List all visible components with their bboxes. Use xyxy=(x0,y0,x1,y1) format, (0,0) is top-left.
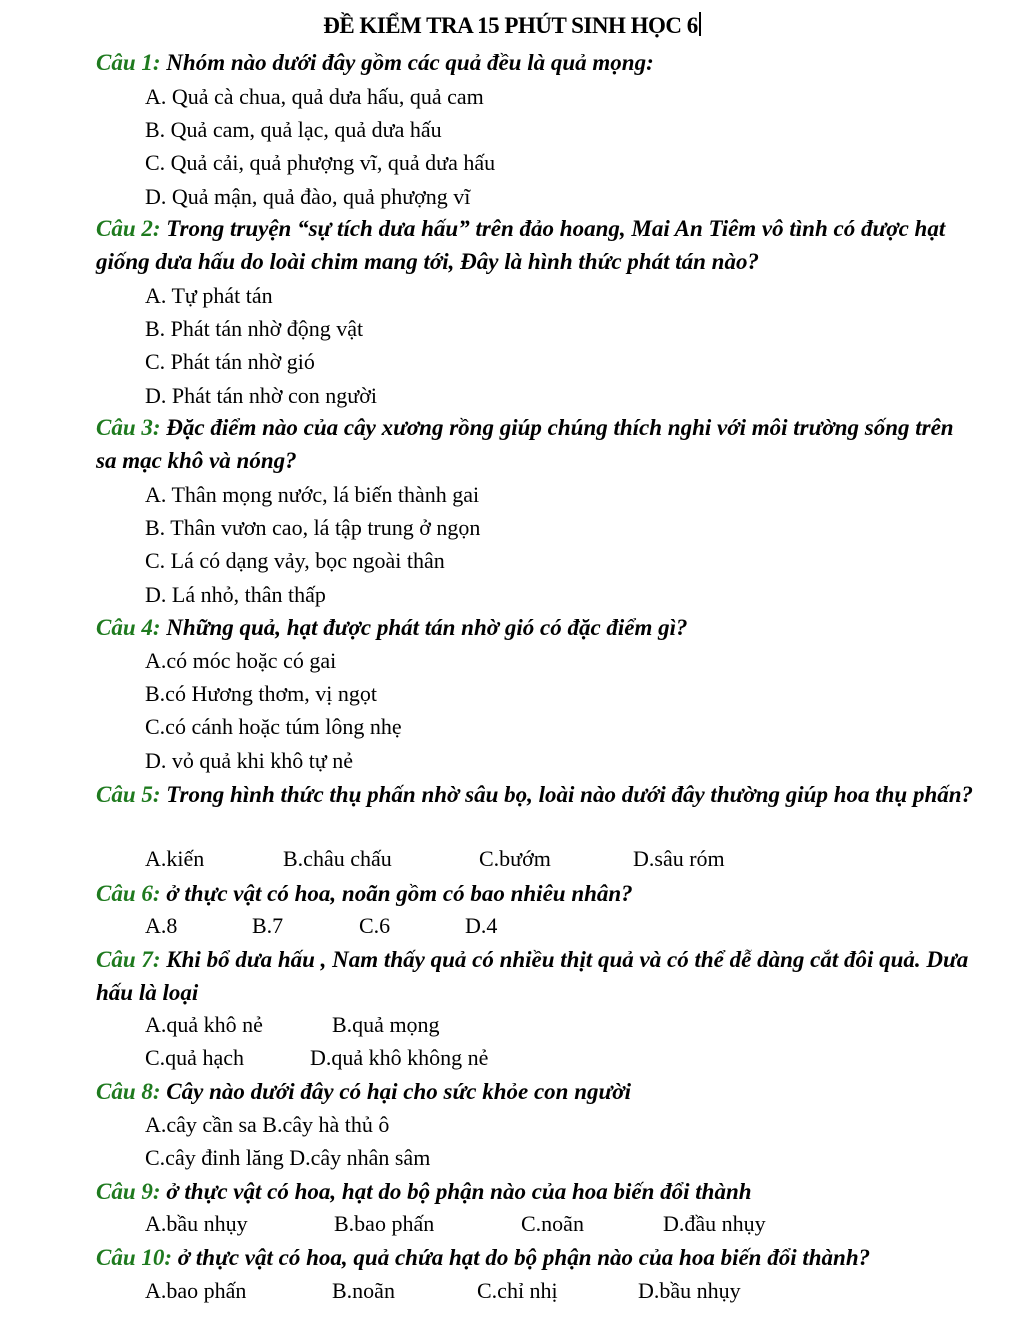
question-1 xyxy=(96,46,976,79)
option-9d: D.đầu nhụy xyxy=(663,1211,766,1236)
question-text: Trong hình thức thụ phấn nhờ sâu bọ, loài nào dưới đây thường giúp hoa thụ phấn? xyxy=(160,782,974,807)
option-1b: B. Quả cam, quả lạc, quả dưa hấu xyxy=(145,117,442,142)
question-label: Câu 2: xyxy=(96,216,161,241)
option-7a: A.quả khô nẻ xyxy=(145,1012,263,1037)
option-7c: C.quả hạch xyxy=(145,1045,244,1070)
options-row-8a: A.cây cần sa B.cây hà thủ ô xyxy=(145,1112,390,1137)
option-6c: C.6 xyxy=(359,913,391,938)
option-4a: A.có móc hoặc có gai xyxy=(145,648,337,673)
option-3c: C. Lá có dạng vảy, bọc ngoài thân xyxy=(145,548,445,573)
question-label: Câu 3: xyxy=(96,415,161,440)
option-3a: A. Thân mọng nước, lá biến thành gai xyxy=(145,482,480,507)
question-9 xyxy=(96,1175,976,1208)
option-9a: A.bầu nhụy xyxy=(145,1211,248,1236)
option-3d: D. Lá nhỏ, thân thấp xyxy=(145,582,326,607)
option-2c: C. Phát tán nhờ gió xyxy=(145,349,315,374)
option-1c: C. Quả cải, quả phượng vĩ, quả dưa hấu xyxy=(145,150,496,175)
option-2d: D. Phát tán nhờ con người xyxy=(145,383,377,408)
question-text: ở thực vật có hoa, noãn gồm có bao nhiêu nhân? xyxy=(160,881,633,906)
option-2a: A. Tự phát tán xyxy=(145,283,273,308)
question-text: Cây nào dưới đây có hại cho sức khỏe con người xyxy=(160,1079,631,1104)
question-5 xyxy=(96,778,976,811)
question-4 xyxy=(96,611,976,644)
options-row-8b: C.cây đinh lăng D.cây nhân sâm xyxy=(145,1145,431,1170)
option-6a: A.8 xyxy=(145,913,178,938)
question-label: Câu 1: xyxy=(96,50,161,75)
question-label: Câu 9: xyxy=(96,1179,161,1204)
option-5c: C.bướm xyxy=(479,846,551,871)
question-label: Câu 5: xyxy=(96,782,161,807)
question-label: Câu 4: xyxy=(96,615,161,640)
option-4b: B.có Hương thơm, vị ngọt xyxy=(145,681,377,706)
option-3b: B. Thân vươn cao, lá tập trung ở ngọn xyxy=(145,515,481,540)
question-text: Trong truyện “sự tích dưa hấu” trên đảo hoang, Mai An Tiêm vô tình có được hạt giống dưa hấu do loài chim mang tới, Đây là hình thức phát tán nào? xyxy=(96,216,946,274)
option-10b: B.noãn xyxy=(332,1278,395,1303)
question-label: Câu 8: xyxy=(96,1079,161,1104)
question-text: ở thực vật có hoa, quả chứa hạt do bộ phận nào của hoa biến đổi thành? xyxy=(172,1245,871,1270)
option-10a: A.bao phấn xyxy=(145,1278,247,1303)
question-label: Câu 6: xyxy=(96,881,161,906)
option-4d: D. vỏ quả khi khô tự nẻ xyxy=(145,748,354,773)
option-1a: A. Quả cà chua, quả dưa hấu, quả cam xyxy=(145,84,484,109)
option-9c: C.noãn xyxy=(521,1211,584,1236)
option-5d: D.sâu róm xyxy=(633,846,725,871)
question-text: Nhóm nào dưới đây gồm các quả đều là quả mọng: xyxy=(160,50,654,75)
option-5b: B.châu chấu xyxy=(283,846,392,871)
question-text: Những quả, hạt được phát tán nhờ gió có đặc điểm gì? xyxy=(160,615,688,640)
question-3 xyxy=(96,411,976,477)
question-8 xyxy=(96,1075,976,1108)
question-text: ở thực vật có hoa, hạt do bộ phận nào của hoa biến đổi thành xyxy=(160,1179,752,1204)
text-cursor xyxy=(699,12,701,36)
option-7b: B.quả mọng xyxy=(332,1012,440,1037)
option-5a: A.kiến xyxy=(145,846,205,871)
option-6b: B.7 xyxy=(252,913,284,938)
option-2b: B. Phát tán nhờ động vật xyxy=(145,316,364,341)
option-10d: D.bầu nhụy xyxy=(638,1278,741,1303)
page-title: ĐỀ KIỂM TRA 15 PHÚT SINH HỌC 6 xyxy=(0,12,1024,39)
question-text: Đặc điểm nào của cây xương rồng giúp chúng thích nghi với môi trường sống trên sa mạc khô và nóng? xyxy=(96,415,954,473)
question-6 xyxy=(96,877,976,910)
question-2 xyxy=(96,212,976,278)
question-10 xyxy=(96,1241,976,1274)
option-9b: B.bao phấn xyxy=(334,1211,435,1236)
option-6d: D.4 xyxy=(465,913,498,938)
option-1d: D. Quả mận, quả đào, quả phượng vĩ xyxy=(145,184,471,209)
question-label: Câu 10: xyxy=(96,1245,173,1270)
question-7 xyxy=(96,943,976,1009)
question-text: Khi bổ dưa hấu , Nam thấy quả có nhiều thịt quả và có thể dễ dàng cắt đôi quả. Dưa hấu là loại xyxy=(96,947,969,1005)
option-7d: D.quả khô không nẻ xyxy=(310,1045,489,1070)
option-4c: C.có cánh hoặc túm lông nhẹ xyxy=(145,714,402,739)
question-label: Câu 7: xyxy=(96,947,161,972)
option-10c: C.chỉ nhị xyxy=(477,1278,558,1303)
